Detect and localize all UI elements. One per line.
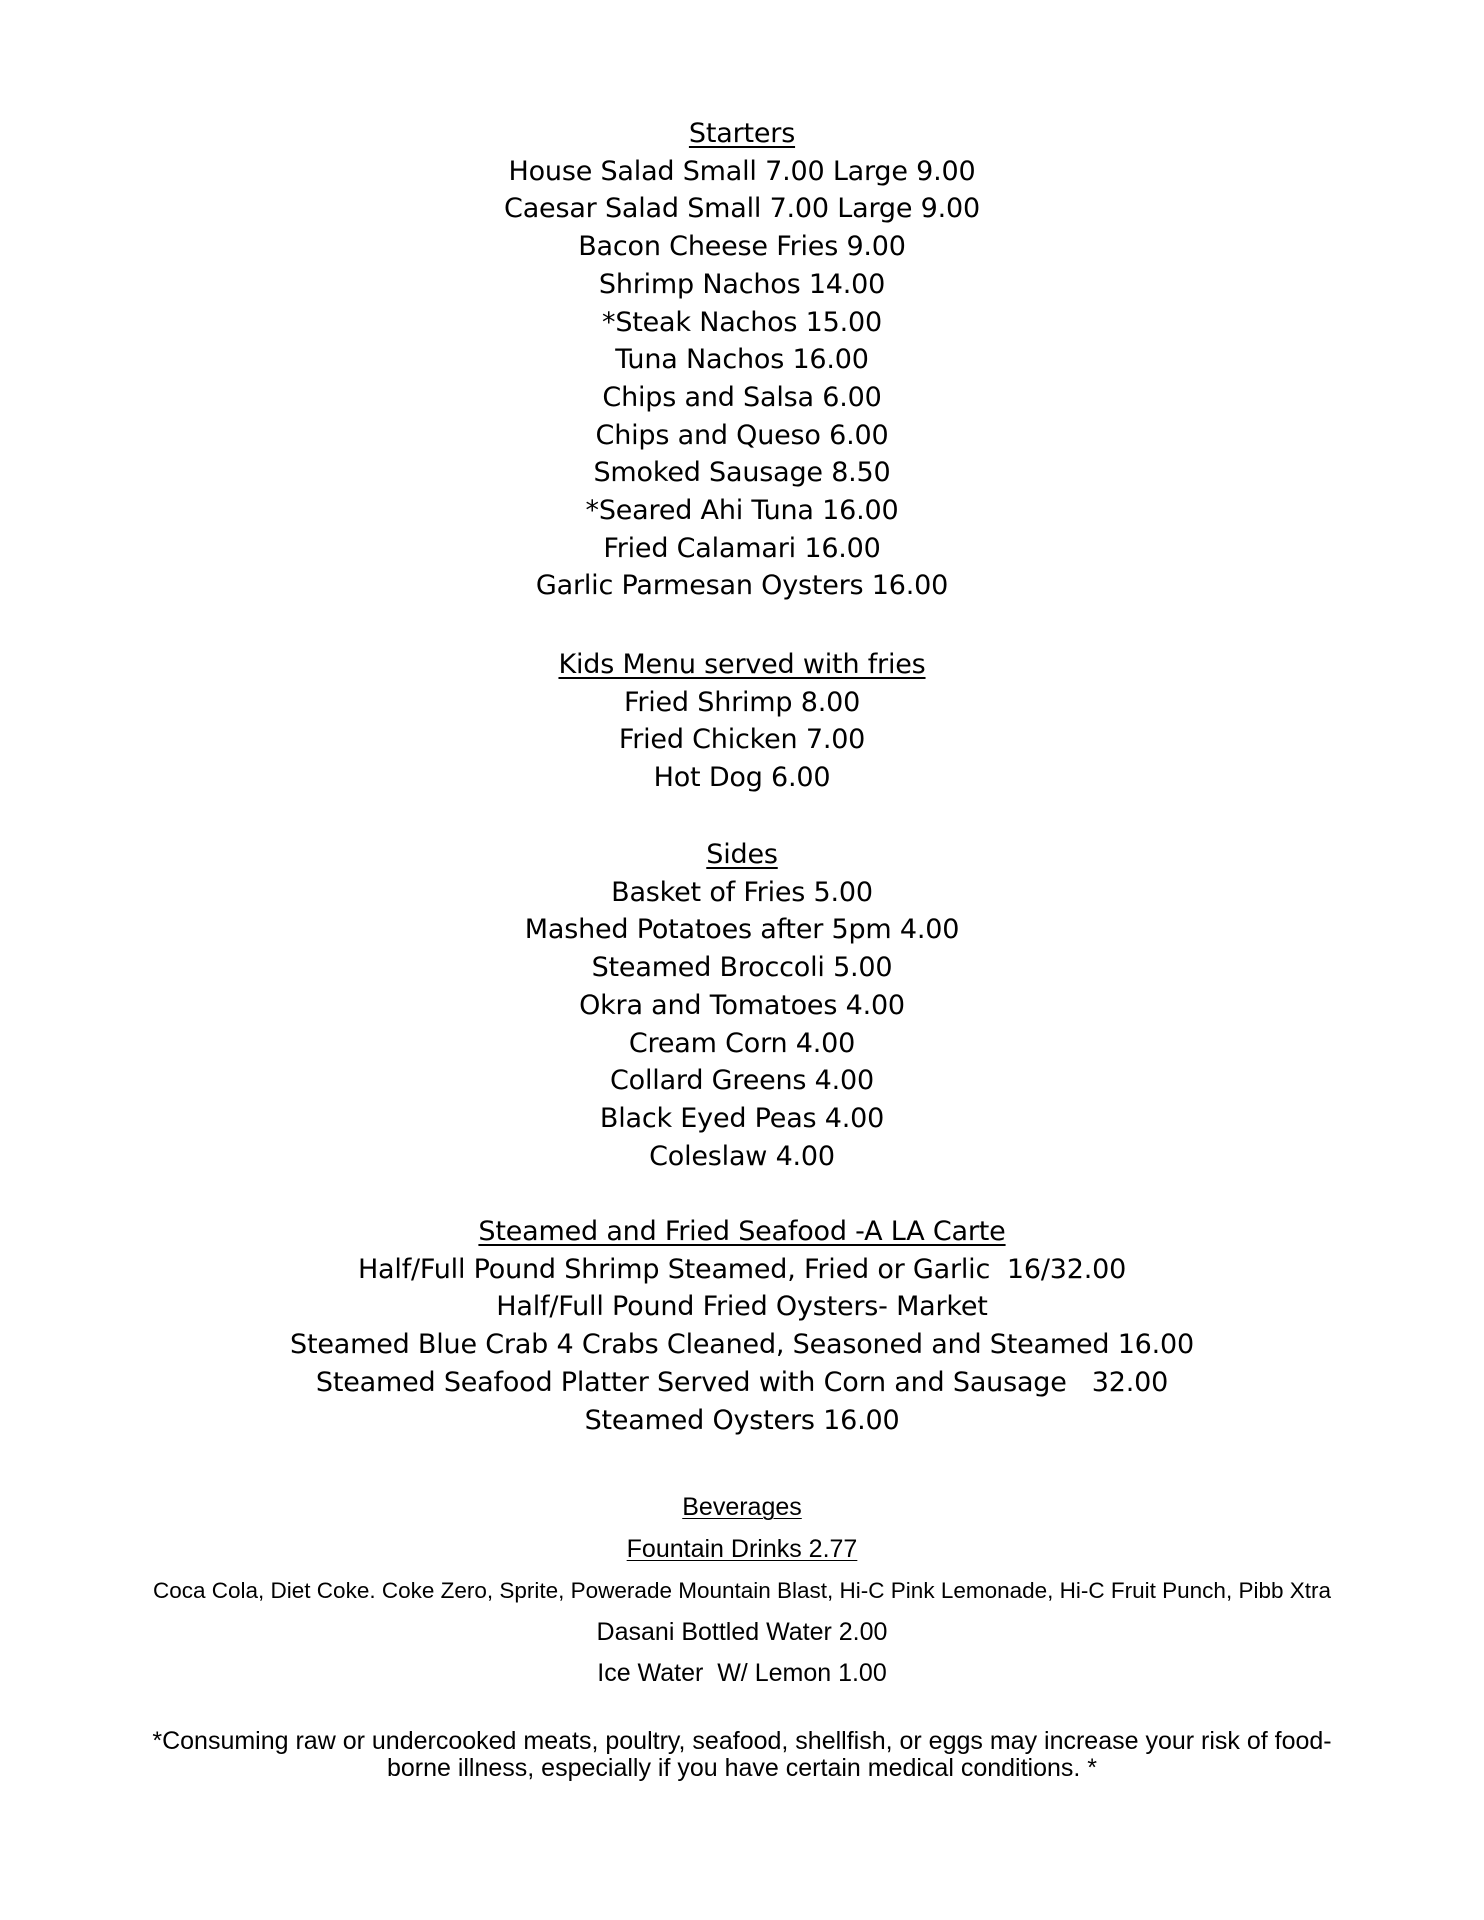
seafood-heading: Steamed and Fried Seafood -A LA Carte [478, 1216, 1006, 1247]
food-safety-disclaimer [100, 1728, 1384, 1782]
menu-item: Coleslaw 4.00 [649, 1140, 835, 1172]
beverages-section [0, 1486, 1484, 1694]
menu-item: Cream Corn 4.00 [628, 1027, 856, 1059]
beverages-heading: Beverages [682, 1493, 802, 1521]
menu-item: Fried Chicken 7.00 [618, 724, 866, 756]
menu-item: Collard Greens 4.00 [610, 1065, 874, 1097]
kids-menu-section [0, 646, 1484, 797]
menu-item: Garlic Parmesan Oysters 16.00 [535, 570, 949, 602]
menu-item: *Seared Ahi Tuna 16.00 [585, 495, 899, 527]
sides-section [0, 836, 1484, 1175]
kids-menu-heading: Kids Menu served with fries [558, 649, 926, 680]
menu-item: Okra and Tomatoes 4.00 [579, 989, 905, 1021]
menu-item: Ice Water W/ Lemon 1.00 [597, 1659, 887, 1687]
menu-item: House Salad Small 7.00 Large 9.00 [508, 155, 976, 187]
menu-item: Half/Full Pound Fried Oysters- Market [496, 1291, 988, 1323]
menu-item: *Steak Nachos 15.00 [602, 306, 882, 338]
menu-item: Shrimp Nachos 14.00 [598, 268, 886, 300]
menu-item: Fried Shrimp 8.00 [623, 686, 861, 718]
menu-item: Steamed Blue Crab 4 Crabs Cleaned, Seasoned and Steamed 16.00 [290, 1329, 1194, 1361]
menu-item: Half/Full Pound Shrimp Steamed, Fried or Garlic 16/32.00 [357, 1253, 1127, 1285]
starters-heading: Starters [688, 118, 796, 149]
menu-item: Steamed Seafood Platter Served with Corn and Sausage 32.00 [315, 1366, 1169, 1398]
menu-item: Basket of Fries 5.00 [611, 876, 873, 908]
seafood-section [0, 1213, 1484, 1439]
menu-item: Hot Dog 6.00 [653, 762, 831, 794]
fountain-drink-list: Coca Cola, Diet Coke. Coke Zero, Sprite, Powerade Mountain Blast, Hi-C Pink Lemonade, Hi-C Fruit Punch, Pibb Xtra [152, 1578, 1331, 1603]
disclaimer-line: borne illness, especially if you have certain medical conditions. * [386, 1754, 1098, 1782]
menu-item: Smoked Sausage 8.50 [593, 457, 891, 489]
menu-item: Chips and Salsa 6.00 [602, 381, 882, 413]
menu-item: Caesar Salad Small 7.00 Large 9.00 [504, 193, 980, 225]
menu-item: Black Eyed Peas 4.00 [599, 1102, 885, 1134]
menu-item: Steamed Broccoli 5.00 [591, 952, 893, 984]
fountain-drinks-price: Fountain Drinks 2.77 [626, 1535, 858, 1563]
menu-item: Mashed Potatoes after 5pm 4.00 [524, 914, 960, 946]
menu-item: Fried Calamari 16.00 [603, 532, 881, 564]
menu-item: Tuna Nachos 16.00 [615, 344, 869, 376]
disclaimer-line: *Consuming raw or undercooked meats, poultry, seafood, shellfish, or eggs may increase your risk of food- [152, 1727, 1332, 1755]
starters-section [0, 115, 1484, 605]
sides-heading: Sides [706, 839, 778, 870]
menu-item: Steamed Oysters 16.00 [584, 1404, 900, 1436]
menu-item: Dasani Bottled Water 2.00 [596, 1618, 888, 1646]
menu-item: Chips and Queso 6.00 [595, 419, 889, 451]
menu-item: Bacon Cheese Fries 9.00 [578, 231, 906, 263]
